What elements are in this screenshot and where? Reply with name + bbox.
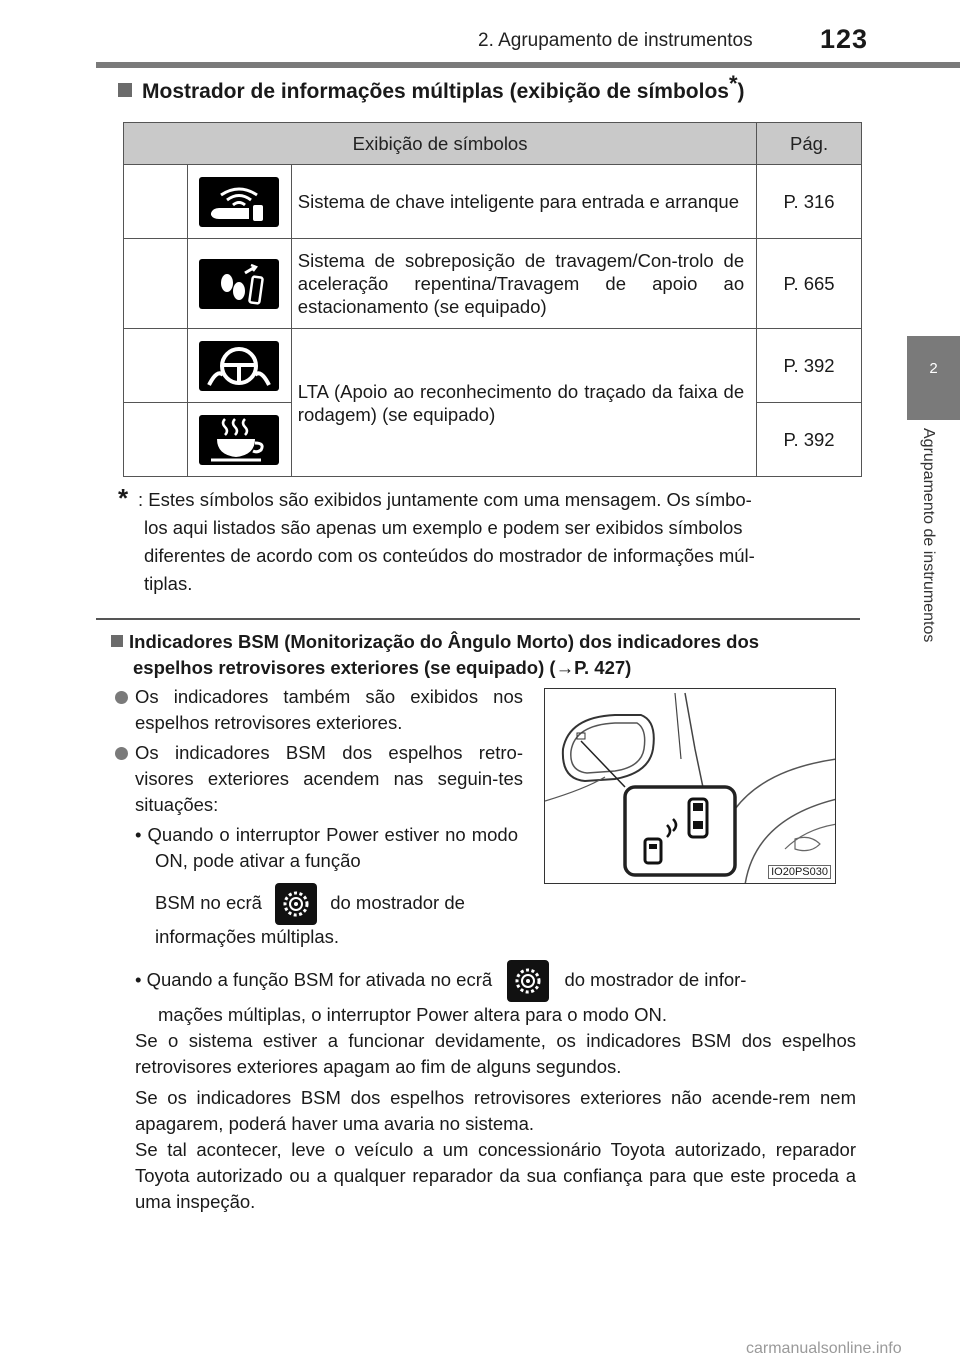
mirror-illustration bbox=[544, 688, 836, 884]
table-row bbox=[124, 239, 862, 329]
symbol-table bbox=[123, 122, 862, 477]
table-row-description: Sistema de chave inteligente para entrada e arranque bbox=[291, 165, 756, 239]
footnote-line: diferentes de acordo com os conteúdos do mostrador de informações múl- bbox=[144, 545, 755, 566]
chapter-title: 2. Agrupamento de instrumentos bbox=[478, 30, 753, 51]
table-row bbox=[124, 165, 862, 239]
bsm-bullet-2: Os indicadores BSM dos espelhos retro-visores exteriores acendem nas seguin-tes situações: bbox=[115, 740, 523, 818]
bsm-title: Indicadores BSM (Monitorização do Ângulo Morto) dos indicadores dos espelhos retrovisores exteriores (se equipado) (→P. 427) bbox=[111, 629, 859, 681]
bsm-condition-1-end: informações múltiplas. bbox=[155, 926, 340, 947]
footnote-line: : Estes símbolos são exibidos juntamente com uma mensagem. Os símbo- bbox=[138, 489, 752, 510]
bullet-dot-icon bbox=[115, 747, 128, 760]
bsm-condition-2: • Quando a função BSM for ativada no ecrã do mostrador de infor- bbox=[135, 957, 856, 1003]
section-title: Mostrador de informações múltiplas (exibição de símbolos*) bbox=[118, 80, 745, 104]
coffee-cup-icon bbox=[199, 415, 279, 465]
footnote-line: los aqui listados são apenas um exemplo e podem ser exibidos símbolos bbox=[144, 517, 743, 538]
side-tab-number: 2 bbox=[929, 360, 938, 377]
page-number: 123 bbox=[820, 24, 869, 54]
bsm-condition-1: • Quando o interruptor Power estiver no modo ON, pode ativar a função bbox=[135, 824, 518, 871]
section-square-icon bbox=[118, 83, 132, 97]
table-row-description: LTA (Apoio ao reconhecimento do traçado da faixa de rodagem) (se equipado) bbox=[291, 329, 756, 477]
table-row-page: P. 316 bbox=[757, 165, 862, 239]
side-tab bbox=[907, 336, 960, 420]
table-header-page: Pág. bbox=[757, 123, 862, 165]
table-header-symbols: Exibição de símbolos bbox=[124, 123, 757, 165]
illustration-code: IO20PS030 bbox=[768, 865, 831, 879]
footnote-line: tiplas. bbox=[144, 573, 193, 594]
side-mirror-bsm-drawing bbox=[545, 689, 836, 884]
table-row-page: P. 392 bbox=[757, 329, 862, 403]
footnote-mark: * bbox=[118, 483, 129, 513]
header-rule bbox=[96, 62, 960, 68]
settings-gear-icon bbox=[275, 883, 317, 925]
section-divider bbox=[96, 618, 860, 620]
subsection-square-icon bbox=[111, 635, 123, 647]
bullet-dot-icon bbox=[115, 691, 128, 704]
side-tab-label: Agrupamento de instrumentos bbox=[920, 428, 937, 643]
settings-gear-icon bbox=[507, 960, 549, 1002]
bsm-condition-2-cont: mações múltiplas, o interruptor Power altera para o modo ON. bbox=[158, 1004, 667, 1025]
bsm-paragraph-3: Se tal acontecer, leve o veículo a um concessionário Toyota autorizado, reparador Toyota autorizado ou a qualquer reparador da sua confiança para que este proceda a uma inspeção. bbox=[135, 1139, 856, 1212]
table-row-page: P. 392 bbox=[757, 403, 862, 477]
bsm-paragraph-2: Se os indicadores BSM dos espelhos retrovisores exteriores não acende-rem nem apagarem, poderá haver uma avaria no sistema. bbox=[135, 1087, 856, 1134]
watermark: carmanualsonline.info bbox=[746, 1340, 902, 1357]
bsm-bullet-1: Os indicadores também são exibidos nos espelhos retrovisores exteriores. bbox=[115, 684, 523, 736]
brake-override-icon bbox=[199, 259, 279, 309]
table-row-page: P. 665 bbox=[757, 239, 862, 329]
smart-key-icon bbox=[199, 177, 279, 227]
lane-trace-assist-icon bbox=[199, 341, 279, 391]
table-header-row bbox=[124, 123, 862, 165]
table-row-description: Sistema de sobreposição de travagem/Con-trolo de aceleração repentina/Travagem de apoio ao estacionamento (se equipado) bbox=[291, 239, 756, 329]
footnote bbox=[118, 483, 856, 598]
bsm-paragraph-1: Se o sistema estiver a funcionar devidamente, os indicadores BSM dos espelhos retrovisores exteriores apagam ao fim de alguns segundos. bbox=[135, 1030, 856, 1077]
bsm-condition-1-screen-line: BSM no ecrã do mostrador de bbox=[155, 880, 518, 926]
table-row bbox=[124, 329, 862, 403]
